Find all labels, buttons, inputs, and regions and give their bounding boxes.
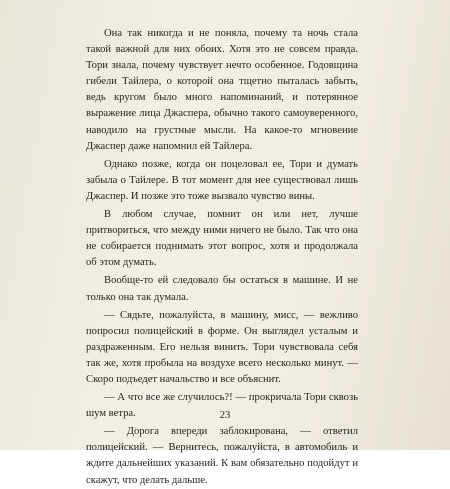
paragraph-7: — Дорога впереди заблокирована, — ответил полицейский. — Вернитесь, пожалуйста, в автомобиль и ждите дальнейших указаний. К вам обязательно подойдут и скажут, что делать дальше. bbox=[86, 426, 358, 486]
paragraph-5: — Сядьте, пожалуйста, в машину, мисс, — вежливо попросил полицейский в форме. Он выглядел усталым и раздраженным. Его нельзя винить. Тори чувствовала себя так же, хотя пробыла на воздухе всего несколько минут. — Скоро подъедет начальство и все объяснит. bbox=[86, 309, 358, 385]
paragraph-1: Она так никогда и не поняла, почему та ночь стала такой важной для них обоих. Хотя это не совсем правда. Тори знала, почему чувствует нечто особенное. Годовщина гибели Тайлера, о которой она тщетно пыталась забыть, ведь кругом было много напоминаний, и потерянное выражение лица Джаспера, обычно такого самоуверенного, наводило на грустные мысли. На какое-то мгновение Джаспер даже напомнил ей Тайлера. bbox=[86, 28, 358, 152]
paragraph-4: Вообще-то ей следовало бы остаться в машине. И не только она так думала. bbox=[86, 275, 358, 303]
paragraph-3: В любом случае, помнит он или нет, лучше притвориться, что между ними ничего не было. Так что она не собирается поднимать этот вопрос, хотя и продолжала об этом думать. bbox=[86, 209, 358, 269]
paragraph-6: — А что все же случилось?! — прокричала Тори сквозь шум ветра. bbox=[86, 392, 358, 420]
paragraph-2: Однако позже, когда он поцеловал ее, Тори и думать забыла о Тайлере. В тот момент для нее существовал лишь Джаспер. И позже это тоже вызвало чувство вины. bbox=[86, 158, 358, 202]
page-number: 23 bbox=[219, 410, 231, 421]
